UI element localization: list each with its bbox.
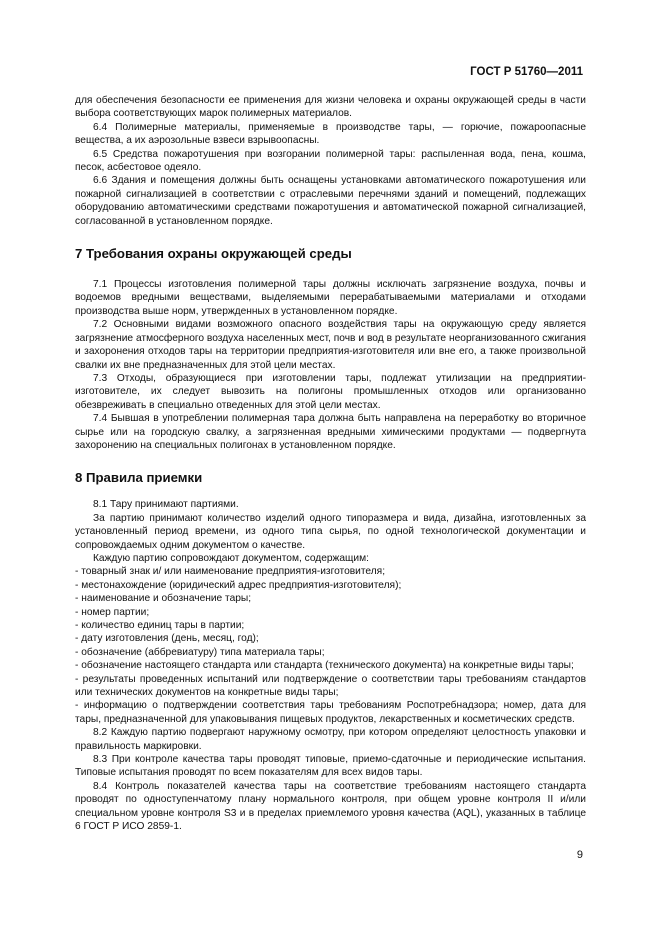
- list-item: - количество единиц тары в партии;: [75, 620, 245, 631]
- list-item: - результаты проведенных испытаний или подтверждение о соответствии тары требованиям стандартов или технических документов на конкретные виды тары;: [75, 673, 586, 699]
- list-item: - наименование и обозначение тары;: [75, 593, 252, 605]
- section-8-heading: 8 Правила приемки: [75, 470, 203, 486]
- list-item: - дату изготовления (день, месяц, год);: [75, 633, 259, 645]
- document-contents-list: [75, 565, 586, 726]
- paragraph-continuation: для обеспечения безопасности ее применения для жизни человека и охраны окружающей среды в части выбора соответствующих марок полимерных материалов.: [75, 95, 586, 120]
- paragraph-lot-definition: За партию принимают количество изделий одного типоразмера и вида, дизайна, изготовленных за установленный период времени, из одного типа сырья, по одной технологической документации и сопровождаемых одним документом о качестве.: [75, 512, 586, 551]
- paragraph-document-contents: Каждую партию сопровождают документом, содержащим:: [93, 552, 369, 564]
- paragraph-7-3: 7.3 Отходы, образующиеся при изготовлении тары, подлежат утилизации на предприятии-изготовителе, их следует вывозить на полигоны промышленных отходов или организованно обезвреживать в специально отведенных для этой цели местах.: [75, 372, 586, 411]
- list-item: - номер партии;: [75, 606, 150, 618]
- document-code-header: ГОСТ Р 51760—2011: [470, 66, 583, 78]
- paragraph-8-1: 8.1 Тару принимают партиями.: [93, 499, 239, 511]
- list-item: - обозначение настоящего стандарта или стандарта (технического документа) на конкретные виды тары;: [75, 660, 574, 672]
- section-7-heading: 7 Требования охраны окружающей среды: [75, 246, 352, 262]
- page-number: 9: [576, 849, 583, 861]
- paragraph-7-4: 7.4 Бывшая в употреблении полимерная тара должна быть направлена на переработку во вторичное сырье или на городскую свалку, а загрязненная вредными химическими продуктами — подвергнута захоронению на специальных полигонах в установленном порядке.: [75, 413, 586, 451]
- list-item: - местонахождение (юридический адрес предприятия-изготовителя);: [75, 579, 402, 591]
- paragraph-6-4: 6.4 Полимерные материалы, применяемые в производстве тары, — горючие, пожароопасные вещества, а их аэрозольные взвеси взрывоопасны.: [75, 121, 586, 147]
- paragraph-8-4: 8.4 Контроль показателей качества тары на соответствие требованиям настоящего стандарта проводят по одноступенчатому плану нормального контроля, при общем уровне контроля II и/или специальном уровне контроля S3 и в пределах приемлемого уровня качества (AQL), указанных в таблице 6 ГОСТ Р ИСО 2859-1.: [75, 780, 586, 833]
- paragraph-6-6: 6.6 Здания и помещения должны быть оснащены установками автоматического пожаротушения или пожарной сигнализацией в соответствии с отраслевыми перечнями зданий и помещений, подлежащих оборудованию автоматическими средствами пожаротушения и автоматической пожарной сигнализацией, согласованной в установленном порядке.: [75, 175, 586, 227]
- list-item: - обозначение (аббревиатуру) типа материала тары;: [75, 646, 325, 658]
- paragraph-8-2: 8.2 Каждую партию подвергают наружному осмотру, при котором определяют целостность упаковки и правильность маркировки.: [75, 727, 586, 752]
- paragraph-7-1: 7.1 Процессы изготовления полимерной тары должны исключать загрязнение воздуха, почвы и водоемов вредными веществами, выделяемыми перерабатываемыми материалами и отходами производства выше норм, утвержденных в установленном порядке.: [75, 279, 586, 317]
- page-content: [75, 94, 586, 834]
- paragraph-8-3: 8.3 При контроле качества тары проводят типовые, приемо-сдаточные и периодические испытания. Типовые испытания проводят по всем показателям для всех видов тары.: [75, 754, 586, 779]
- list-item: - товарный знак и/ или наименование предприятия-изготовителя;: [75, 566, 386, 578]
- paragraph-7-2: 7.2 Основными видами возможного опасного воздействия тары на окружающую среду является загрязнение атмосферного воздуха населенных мест, почв и вод в результате неорганизованного сжигания и захоронения отходов тары на территории предприятия-изготовителя или вне его, а также произвольной свалки их вне предназначенных для этой цели местах.: [75, 319, 586, 371]
- paragraph-6-5: 6.5 Средства пожаротушения при возгорании полимерной тары: распыленная вода, пена, кошма, песок, асбестовое одеяло.: [75, 148, 586, 174]
- list-item: - информацию о подтверждении соответствия тары требованиям Роспотребнадзора; номер, дата для тары, предназначенной для упаковывания пищевых продуктов, лекарственных и косметических средств.: [75, 700, 586, 725]
